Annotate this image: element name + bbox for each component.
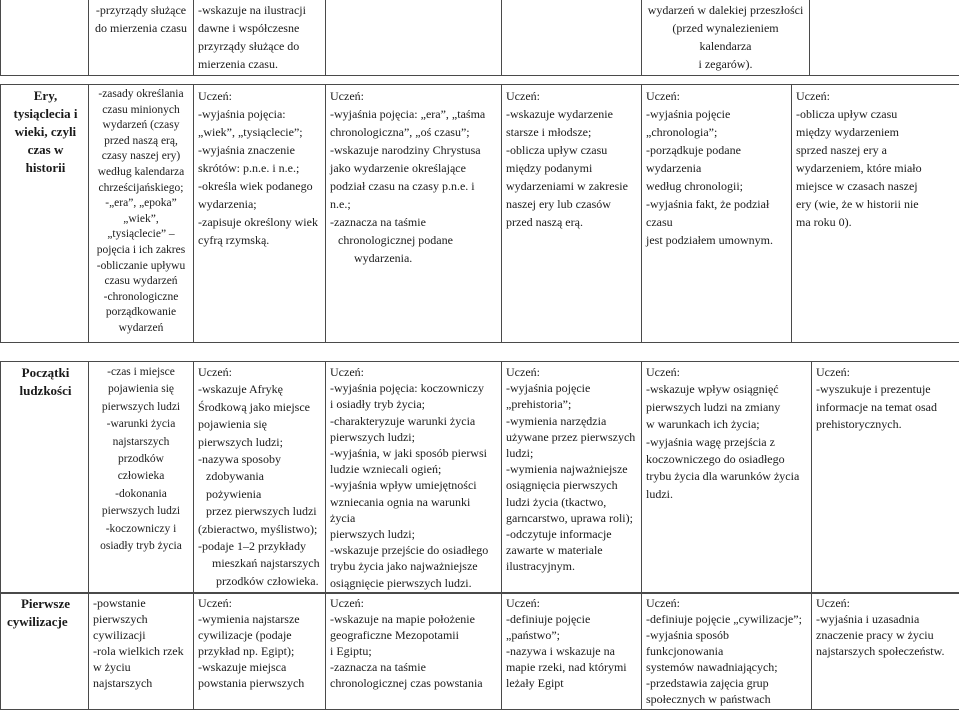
cell-text: pierwszych ludzi; <box>198 434 321 451</box>
cell-text: -wyjaśnia fakt, że podział czasu <box>646 195 787 231</box>
cell-text: -wymienia najstarsze <box>198 611 321 627</box>
requirement-cell <box>642 0 810 76</box>
cell-text: -przedstawia zajęcia grup <box>646 675 807 691</box>
cell-text: Uczeń: <box>330 87 497 105</box>
cell-text: -przyrządy służące <box>93 1 189 19</box>
cell-text: skrótów: p.n.e. i n.e.; <box>198 159 321 177</box>
cell-text: miejsce w czasach naszej <box>796 177 955 195</box>
topic-text: Pierwsze <box>7 595 84 613</box>
topic-cell <box>1 0 89 76</box>
topic-text: Ery, <box>7 87 84 105</box>
cell-text: cyfrą rzymską. <box>198 231 321 249</box>
cell-text: -wskazuje miejsca <box>198 659 321 675</box>
requirement-cell <box>642 362 812 594</box>
table-row <box>1 593 959 710</box>
cell-text: mapie rzeki, nad którymi <box>506 659 637 675</box>
cell-text: Uczeń: <box>646 595 807 611</box>
cell-text: przyrządy służące do <box>198 37 321 55</box>
cell-text: „wiek”, <box>93 212 189 228</box>
cell-text: -wyjaśnia pojęcie „chronologia”; <box>646 105 787 141</box>
cell-text: sprzed naszej ery a <box>796 141 955 159</box>
cell-text: zdobywania pożywienia <box>198 468 321 503</box>
cell-text: -zaznacza na taśmie <box>330 659 497 675</box>
curriculum-table-poczatki <box>0 361 959 594</box>
cell-text: -wyjaśnia pojęcie <box>506 380 637 396</box>
cell-text: -określa wiek podanego <box>198 177 321 195</box>
cell-text: czasy naszej ery) <box>93 149 189 165</box>
topic-cell <box>1 85 89 343</box>
content-cell <box>89 593 194 710</box>
cell-text: -zaznacza na taśmie <box>330 213 497 231</box>
topic-cell <box>1 593 89 710</box>
cell-text: geograficzne Mezopotamii <box>330 627 497 643</box>
cell-text: wydarzeniami w zakresie <box>506 177 637 195</box>
cell-text: -wskazuje na ilustracji <box>198 1 321 19</box>
cell-text: -wskazuje na mapie położenie <box>330 611 497 627</box>
cell-text: -charakteryzuje warunki życia <box>330 413 497 429</box>
cell-text: wydarzeń w dalekiej przeszłości <box>646 1 805 19</box>
cell-text: Uczeń: <box>330 595 497 611</box>
curriculum-table-ery <box>0 84 959 343</box>
cell-text: podział czasu na czasy p.n.e. i n.e.; <box>330 177 497 213</box>
cell-text: -wyjaśnia pojęcia: <box>198 105 321 123</box>
cell-text: -obliczanie upływu <box>93 259 189 275</box>
curriculum-table-top <box>0 0 959 76</box>
cell-text: -powstanie <box>93 595 189 611</box>
cell-text: najstarszych <box>93 434 189 451</box>
cell-text: -wyjaśnia pojęcia: koczowniczy <box>330 380 497 396</box>
cell-text: -wyjaśnia wagę przejścia z <box>646 434 807 451</box>
topic-cell <box>1 362 89 594</box>
cell-text: cywilizacji <box>93 627 189 643</box>
cell-text: i Egiptu; <box>330 643 497 659</box>
cell-text: wydarzeniem, które miało <box>796 159 955 177</box>
cell-text: (przed wynalezieniem kalendarza <box>646 19 805 55</box>
cell-text: -definiuje pojęcie <box>506 611 637 627</box>
cell-text: osiadły tryb życia <box>93 538 189 555</box>
cell-text: dawne i współczesne <box>198 19 321 37</box>
cell-text: naszej ery lub czasów <box>506 195 637 213</box>
cell-text: -nazywa i wskazuje na <box>506 643 637 659</box>
cell-text: „tysiąclecie” – <box>93 227 189 243</box>
cell-text: -wyjaśnia i uzasadnia <box>816 611 955 627</box>
cell-text: Środkową jako miejsce <box>198 399 321 416</box>
cell-text: Uczeń: <box>816 364 955 381</box>
cell-text: pierwszych ludzi <box>93 503 189 520</box>
cell-text: porządkowanie <box>93 305 189 321</box>
cell-text: Uczeń: <box>198 87 321 105</box>
cell-text: -zasady określania <box>93 87 189 103</box>
cell-text: -wyszukuje i prezentuje <box>816 381 955 398</box>
cell-text: garncarstwo, uprawa roli); <box>506 510 637 526</box>
table-row <box>1 0 959 76</box>
cell-text: trybu życia dla warunków życia <box>646 468 807 485</box>
cell-text: -czas i miejsce <box>93 364 189 381</box>
requirement-cell <box>326 593 502 710</box>
cell-text: „prehistoria”; <box>506 396 637 412</box>
cell-text: koczowniczego do osiadłego <box>646 451 807 468</box>
topic-text: cywilizacje <box>7 613 84 631</box>
cell-text: mieszkań najstarszych <box>198 555 321 572</box>
cell-text: -oblicza upływ czasu <box>506 141 637 159</box>
cell-text: -wymienia narzędzia <box>506 413 637 429</box>
cell-text: -warunki życia <box>93 416 189 433</box>
cell-text: -oblicza upływ czasu <box>796 105 955 123</box>
topic-text: czas w <box>7 141 84 159</box>
cell-text: jako wydarzenie określające <box>330 159 497 177</box>
table-row <box>1 362 959 594</box>
cell-text: ludzi życia (tkactwo, <box>506 494 637 510</box>
cell-text: wydarzeń (czasy <box>93 118 189 134</box>
content-cell <box>89 0 194 76</box>
cell-text: pierwszych ludzi; <box>330 429 497 445</box>
cell-text: do mierzenia czasu <box>93 19 189 37</box>
cell-text: i osiadły tryb życia; <box>330 396 497 412</box>
requirement-cell <box>194 85 326 343</box>
cell-text: Uczeń: <box>330 364 497 380</box>
content-cell <box>89 85 194 343</box>
cell-text: wydarzeń <box>93 321 189 337</box>
cell-text: -wskazuje Afrykę <box>198 381 321 398</box>
cell-text: -definiuje pojęcie „cywilizacje”; <box>646 611 807 627</box>
topic-text: Początki <box>7 364 84 382</box>
requirement-cell <box>642 85 792 343</box>
cell-text: przodków człowieka. <box>198 573 321 590</box>
cell-text: pierwszych ludzi na zmiany <box>646 399 807 416</box>
cell-text: przed naszą erą. <box>506 213 637 231</box>
requirement-cell <box>326 362 502 594</box>
cell-text: Uczeń: <box>646 364 807 381</box>
cell-text: przez pierwszych ludzi <box>198 503 321 520</box>
cell-text: ery (wie, że w historii nie <box>796 195 955 213</box>
cell-text: Uczeń: <box>506 87 637 105</box>
cell-text: pojęcia i ich zakres <box>93 243 189 259</box>
cell-text: ludzi. <box>646 486 807 503</box>
requirement-cell <box>502 593 642 710</box>
cell-text: ilustracyjnym. <box>506 558 637 574</box>
cell-text: osiągnięcia pierwszych <box>506 477 637 493</box>
cell-text: -podaje 1–2 przykłady <box>198 538 321 555</box>
cell-text: -nazywa sposoby <box>198 451 321 468</box>
cell-text: -wskazuje narodziny Chrystusa <box>330 141 497 159</box>
cell-text: znaczenie pracy w życiu <box>816 627 955 643</box>
cell-text: ludzi; <box>506 445 637 461</box>
cell-text: -odczytuje informacje <box>506 526 637 542</box>
cell-text: -porządkuje podane wydarzenia <box>646 141 787 177</box>
cell-text: przykład np. Egipt); <box>198 643 321 659</box>
cell-text: „państwo”; <box>506 627 637 643</box>
requirement-cell <box>812 593 959 710</box>
cell-text: w życiu <box>93 659 189 675</box>
cell-text: -wyjaśnia, w jaki sposób pierwsi <box>330 445 497 461</box>
requirement-cell <box>502 362 642 594</box>
cell-text: człowieka <box>93 468 189 485</box>
cell-text: jest podziałem umownym. <box>646 231 787 249</box>
cell-text: prehistorycznych. <box>816 416 955 433</box>
cell-text: informacje na temat osad <box>816 399 955 416</box>
cell-text: między podanymi <box>506 159 637 177</box>
requirement-cell <box>194 0 326 76</box>
cell-text: -wyjaśnia pojęcia: „era”, „taśma <box>330 105 497 123</box>
cell-text: pojawienia się <box>198 416 321 433</box>
requirement-cell <box>792 85 959 343</box>
requirement-cell <box>326 85 502 343</box>
cell-text: pierwszych ludzi; <box>330 526 497 542</box>
cell-text: leżały Egipt <box>506 675 637 691</box>
table-row <box>1 85 959 343</box>
cell-text: Uczeń: <box>198 364 321 381</box>
cell-text: Uczeń: <box>816 595 955 611</box>
cell-text: chronologiczna”, „oś czasu”; <box>330 123 497 141</box>
cell-text: -„era”, „epoka” <box>93 196 189 212</box>
curriculum-table-cywilizacje <box>0 592 959 710</box>
cell-text: najstarszych <box>93 675 189 691</box>
topic-text: historii <box>7 159 84 177</box>
cell-text: systemów nawadniających; <box>646 659 807 675</box>
cell-text: Uczeń: <box>506 364 637 380</box>
requirement-cell <box>194 593 326 710</box>
cell-text: wydarzenia; <box>198 195 321 213</box>
cell-text: Uczeń: <box>198 595 321 611</box>
cell-text: cywilizacje (podaje <box>198 627 321 643</box>
cell-text: pojawienia się <box>93 381 189 398</box>
cell-text: przed naszą erą, <box>93 134 189 150</box>
cell-text: między wydarzeniem <box>796 123 955 141</box>
cell-text: -koczowniczy i <box>93 521 189 538</box>
cell-text: Uczeń: <box>796 87 955 105</box>
cell-text: -rola wielkich rzek <box>93 643 189 659</box>
cell-text: powstania pierwszych <box>198 675 321 691</box>
requirement-cell <box>502 85 642 343</box>
cell-text: używane przez pierwszych <box>506 429 637 445</box>
cell-text: -wyjaśnia sposób funkcjonowania <box>646 627 807 659</box>
cell-text: -wymienia najważniejsze <box>506 461 637 477</box>
cell-text: starsze i młodsze; <box>506 123 637 141</box>
cell-text: zawarte w materiale <box>506 542 637 558</box>
cell-text: ma roku 0). <box>796 213 955 231</box>
cell-text: „wiek”, „tysiąclecie”; <box>198 123 321 141</box>
cell-text: wzniecania ognia na warunki życia <box>330 494 497 526</box>
cell-text: według kalendarza <box>93 165 189 181</box>
requirement-cell <box>326 0 502 76</box>
cell-text: czasu wydarzeń <box>93 274 189 290</box>
cell-text: -wskazuje wydarzenie <box>506 105 637 123</box>
cell-text: -wyjaśnia znaczenie <box>198 141 321 159</box>
cell-text: najstarszych społeczeństw. <box>816 643 955 659</box>
cell-text: osiągnięcie pierwszych ludzi. <box>330 575 497 591</box>
cell-text: (zbieractwo, myślistwo); <box>198 521 321 538</box>
cell-text: ludzie wzniecali ogień; <box>330 461 497 477</box>
cell-text: chrześcijańskiego; <box>93 181 189 197</box>
topic-text: wieki, czyli <box>7 123 84 141</box>
requirement-cell <box>502 0 642 76</box>
requirement-cell <box>194 362 326 594</box>
cell-text: -wskazuje przejście do osiadłego <box>330 542 497 558</box>
cell-text: trybu życia jako najważniejsze <box>330 558 497 574</box>
cell-text: -chronologiczne <box>93 290 189 306</box>
cell-text: pierwszych <box>93 611 189 627</box>
cell-text: i zegarów). <box>646 55 805 73</box>
cell-text: w warunkach ich życia; <box>646 416 807 433</box>
requirement-cell <box>642 593 812 710</box>
cell-text: społecznych w państwach <box>646 691 807 707</box>
topic-text: ludzkości <box>7 382 84 400</box>
requirement-cell <box>810 0 959 76</box>
cell-text: pierwszych ludzi <box>93 399 189 416</box>
cell-text: wydarzenia. <box>330 249 497 267</box>
topic-text: tysiąclecia i <box>7 105 84 123</box>
cell-text: mierzenia czasu. <box>198 55 321 73</box>
cell-text: czasu minionych <box>93 103 189 119</box>
cell-text: przodków <box>93 451 189 468</box>
cell-text: chronologicznej czas powstania <box>330 675 497 691</box>
requirement-cell <box>812 362 959 594</box>
content-cell <box>89 362 194 594</box>
cell-text: -dokonania <box>93 486 189 503</box>
cell-text: według chronologii; <box>646 177 787 195</box>
cell-text: chronologicznej podane <box>330 231 497 249</box>
cell-text: Uczeń: <box>646 87 787 105</box>
cell-text: -zapisuje określony wiek <box>198 213 321 231</box>
cell-text: Uczeń: <box>506 595 637 611</box>
cell-text: -wyjaśnia wpływ umiejętności <box>330 477 497 493</box>
cell-text: -wskazuje wpływ osiągnięć <box>646 381 807 398</box>
